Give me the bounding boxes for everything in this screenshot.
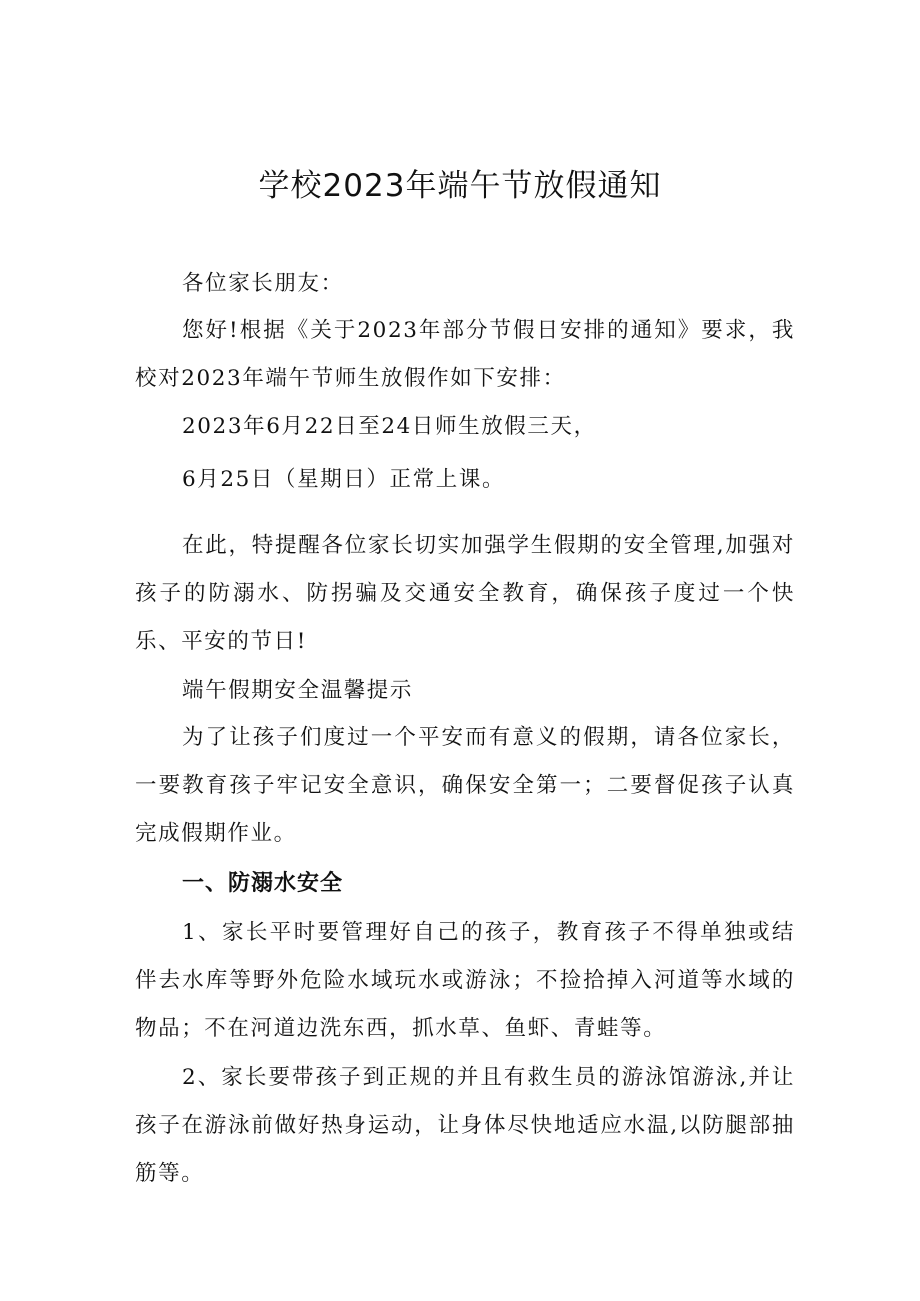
paragraph-reminder: 在此，特提醒各位家长切实加强学生假期的安全管理,加强对孩子的防溺水、防拐骗及交通安全教育，确保孩子度过一个快乐、平安的节日! <box>135 533 795 654</box>
schedule-line-1: 2023年6月22日至24日师生放假三天， <box>182 414 597 439</box>
list-item-2: 2、家长要带孩子到正规的并且有救生员的游泳馆游泳,并让孩子在游泳前做好热身运动，让身体尽快地适应水温,以防腿部抽筋等。 <box>135 1065 795 1186</box>
paragraph-intro: 您好!根据《关于2023年部分节假日安排的通知》要求，我校对2023年端午节师生放假作如下安排： <box>135 318 795 391</box>
document-title: 学校2023年端午节放假通知 <box>258 168 662 204</box>
list-item-1: 1、家长平时要管理好自己的孩子，教育孩子不得单独或结伴去水库等野外危险水域玩水或游泳；不捡拾掉入河道等水域的物品；不在河道边洗东西，抓水草、鱼虾、青蛙等。 <box>135 920 795 1041</box>
salutation: 各位家长朋友： <box>182 271 344 296</box>
section-heading-drowning: 一、防溺水安全 <box>182 871 344 896</box>
tips-title: 端午假期安全温馨提示 <box>182 678 414 703</box>
paragraph-tips: 为了让孩子们度过一个平安而有意义的假期，请各位家长，一要教育孩子牢记安全意识，确保安全第一；二要督促孩子认真完成假期作业。 <box>135 725 795 846</box>
schedule-line-2: 6月25日（星期日）正常上课。 <box>182 467 506 492</box>
